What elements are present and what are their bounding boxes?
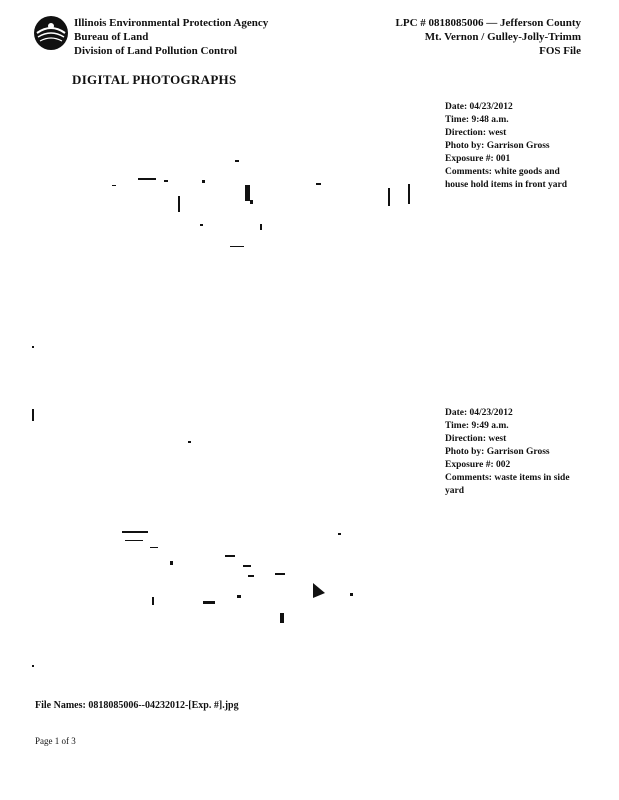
photo-1-photographer: Photo by: Garrison Gross	[445, 141, 550, 151]
photo-2-details	[445, 407, 585, 498]
file-type: FOS File	[539, 45, 581, 57]
photo-2-date: Date: 04/23/2012	[445, 408, 513, 418]
page-title: DIGITAL PHOTOGRAPHS	[72, 72, 237, 87]
photo-2-direction: Direction: west	[445, 434, 507, 444]
photo-1-comments: Comments: white goods and house hold items in front yard	[445, 167, 568, 190]
photo-1-exposure: Exposure #: 001	[445, 154, 511, 164]
photo-1-direction: Direction: west	[445, 128, 507, 138]
bureau-name: Bureau of Land	[74, 31, 149, 43]
photo-2-exposure: Exposure #: 002	[445, 460, 511, 470]
photo-1-details	[445, 101, 585, 192]
division-name: Division of Land Pollution Control	[74, 45, 237, 57]
page-number: Page 1 of 3	[35, 736, 76, 746]
site-name: Mt. Vernon / Gulley-Jolly-Trimm	[424, 31, 581, 43]
lpc-header	[396, 16, 581, 58]
photo-2-comments: Comments: waste items in side yard	[445, 473, 570, 496]
photo-1-date: Date: 04/23/2012	[445, 102, 513, 112]
photo-2	[30, 405, 430, 675]
illinois-epa-logo-icon	[33, 15, 69, 51]
file-names: File Names: 0818085006--04232012-[Exp. #].jpg	[35, 700, 239, 711]
photo-1-image	[30, 100, 430, 380]
photo-1	[30, 100, 430, 380]
photo-2-photographer: Photo by: Garrison Gross	[445, 447, 550, 457]
photo-2-time: Time: 9:49 a.m.	[445, 421, 509, 431]
lpc-number: LPC # 0818085006 — Jefferson County	[395, 17, 581, 29]
photo-1-time: Time: 9:48 a.m.	[445, 115, 509, 125]
agency-header	[74, 16, 268, 58]
photo-2-image	[30, 405, 430, 675]
agency-name: Illinois Environmental Protection Agency	[74, 17, 269, 29]
